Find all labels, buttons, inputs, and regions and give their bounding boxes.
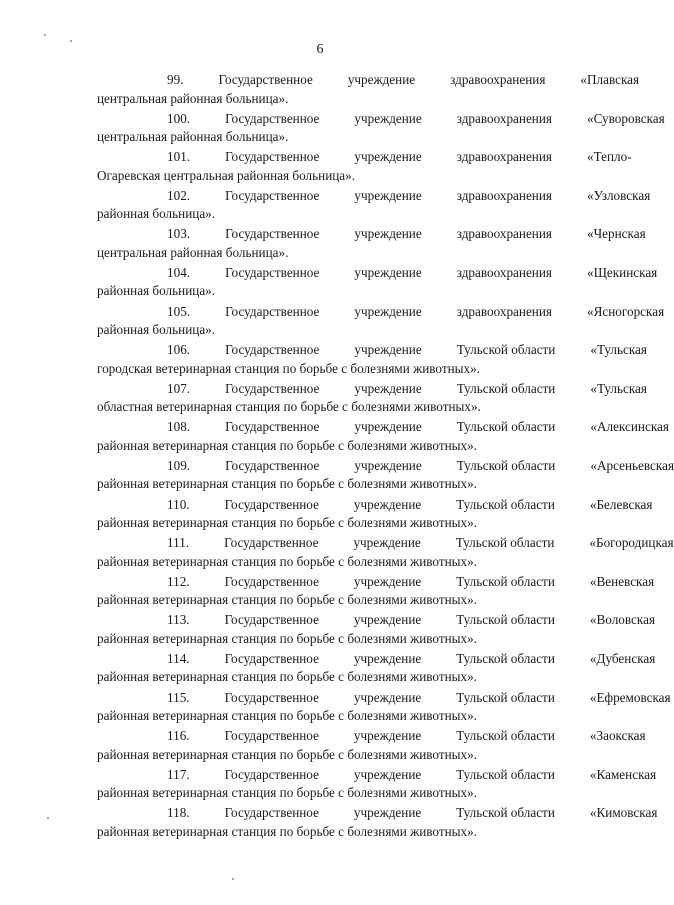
item-number: 101. bbox=[167, 149, 191, 165]
item-word: «Тульская bbox=[590, 380, 647, 396]
item-first-line bbox=[97, 611, 656, 630]
item-second-line: районная ветеринарная станция по борьбе с болезнями животных». bbox=[97, 669, 477, 685]
item-number: 118. bbox=[167, 805, 190, 821]
item-word: «Арсеньевская bbox=[590, 457, 674, 473]
item-word: Государственное bbox=[225, 380, 320, 396]
item-word: Государственное bbox=[224, 650, 319, 666]
list-item bbox=[97, 804, 658, 843]
item-number: 105. bbox=[167, 303, 191, 319]
item-word: Государственное bbox=[224, 612, 319, 628]
item-word: «Суворовская bbox=[587, 110, 665, 126]
item-word: учреждение bbox=[354, 226, 422, 242]
item-word: Государственное bbox=[225, 110, 320, 126]
item-first-line bbox=[97, 457, 674, 476]
item-second-line: районная ветеринарная станция по борьбе с болезнями животных». bbox=[97, 476, 477, 492]
list-item bbox=[97, 341, 647, 380]
item-first-line bbox=[97, 573, 655, 592]
item-word: учреждение bbox=[354, 149, 422, 165]
list-item bbox=[97, 418, 669, 457]
item-word: учреждение bbox=[353, 496, 422, 512]
item-word: здравоохранения bbox=[456, 149, 552, 165]
item-word: Государственное bbox=[225, 419, 320, 435]
item-word: Государственное bbox=[224, 805, 319, 821]
item-word: Тульской области bbox=[456, 689, 555, 705]
item-word: «Богородицкая bbox=[589, 535, 674, 551]
item-second-line: районная ветеринарная станция по борьбе с болезнями животных». bbox=[97, 592, 477, 608]
item-number: 111. bbox=[167, 535, 190, 551]
item-first-line bbox=[97, 380, 647, 399]
item-first-line bbox=[97, 418, 669, 437]
item-first-line bbox=[97, 766, 657, 785]
item-word: «Кимовская bbox=[589, 805, 658, 821]
list-item bbox=[97, 225, 646, 264]
item-word: Государственное bbox=[224, 728, 319, 744]
item-word: учреждение bbox=[354, 303, 422, 319]
item-first-line bbox=[97, 727, 646, 746]
list-item bbox=[97, 71, 640, 110]
item-word: Тульской области bbox=[456, 612, 555, 628]
item-word: учреждение bbox=[354, 342, 422, 358]
item-word: Тульской области bbox=[456, 457, 556, 473]
list-item bbox=[97, 573, 655, 612]
item-second-line: центральная районная больница». bbox=[97, 244, 289, 260]
item-number: 109. bbox=[167, 457, 191, 473]
list-item bbox=[97, 766, 657, 805]
item-word: Государственное bbox=[224, 766, 319, 782]
item-word: учреждение bbox=[353, 573, 422, 589]
item-number: 104. bbox=[167, 264, 191, 280]
item-number: 110. bbox=[167, 496, 190, 512]
list-item bbox=[97, 689, 671, 728]
item-second-line: центральная районная больница». bbox=[97, 129, 289, 145]
item-word: Тульской области bbox=[456, 650, 555, 666]
item-first-line bbox=[97, 534, 674, 553]
item-first-line bbox=[97, 303, 665, 322]
item-second-line: районная ветеринарная станция по борьбе с болезнями животных». bbox=[97, 746, 477, 762]
item-word: Государственное bbox=[225, 342, 320, 358]
item-word: «Плавская bbox=[580, 72, 640, 87]
item-word: «Веневская bbox=[589, 573, 655, 589]
item-word: «Белевская bbox=[589, 496, 653, 512]
item-word: учреждение bbox=[353, 805, 422, 821]
item-second-line: Огаревская центральная районная больница». bbox=[97, 167, 356, 183]
list-item bbox=[97, 380, 647, 419]
item-word: здравоохранения bbox=[456, 187, 552, 203]
list-item bbox=[97, 187, 651, 226]
item-word: Тульской области bbox=[456, 766, 555, 782]
item-word: здравоохранения bbox=[456, 303, 552, 319]
item-word: учреждение bbox=[354, 457, 422, 473]
item-word: Государственное bbox=[225, 187, 320, 203]
item-number: 112. bbox=[167, 573, 190, 589]
item-second-line: районная ветеринарная станция по борьбе с болезнями животных». bbox=[97, 823, 477, 839]
item-word: Государственное bbox=[225, 264, 320, 280]
item-word: Государственное bbox=[224, 573, 319, 589]
item-first-line bbox=[97, 71, 640, 90]
item-word: здравоохранения bbox=[456, 110, 552, 126]
item-number: 107. bbox=[167, 380, 191, 396]
item-word: «Тепло- bbox=[587, 149, 632, 165]
item-word: Государственное bbox=[225, 149, 320, 165]
item-word: здравоохранения bbox=[456, 264, 552, 280]
item-first-line bbox=[97, 148, 632, 167]
item-second-line: районная больница». bbox=[97, 322, 216, 338]
item-word: учреждение bbox=[353, 612, 422, 628]
scan-speck bbox=[70, 40, 72, 42]
item-word: Тульской области bbox=[456, 342, 556, 358]
item-word: Тульской области bbox=[456, 573, 555, 589]
item-first-line bbox=[97, 689, 671, 708]
page-number: 6 bbox=[316, 42, 324, 57]
item-word: «Ясногорская bbox=[587, 303, 665, 319]
item-number: 102. bbox=[167, 187, 191, 203]
item-number: 103. bbox=[167, 226, 191, 242]
item-number: 99. bbox=[167, 72, 184, 87]
item-word: Государственное bbox=[225, 226, 320, 242]
item-first-line bbox=[97, 110, 665, 129]
item-number: 113. bbox=[167, 612, 190, 628]
item-word: Тульской области bbox=[456, 496, 555, 512]
item-number: 115. bbox=[167, 689, 190, 705]
item-word: Тульской области bbox=[456, 728, 555, 744]
item-word: учреждение bbox=[354, 264, 422, 280]
item-number: 114. bbox=[167, 650, 190, 666]
item-word: Государственное bbox=[225, 457, 320, 473]
item-word: Государственное bbox=[224, 689, 319, 705]
item-word: «Дубенская bbox=[589, 650, 656, 666]
item-word: Государственное bbox=[218, 72, 313, 87]
item-first-line bbox=[97, 650, 656, 669]
item-word: «Алексинская bbox=[590, 419, 669, 435]
list-item bbox=[97, 264, 658, 303]
item-word: Тульской области bbox=[455, 535, 555, 551]
scan-speck bbox=[44, 34, 46, 36]
item-second-line: городская ветеринарная станция по борьбе с болезнями животных». bbox=[97, 360, 481, 376]
item-second-line: районная больница». bbox=[97, 206, 216, 222]
item-word: учреждение bbox=[353, 535, 421, 551]
item-first-line bbox=[97, 804, 658, 823]
scan-speck bbox=[232, 878, 234, 880]
item-number: 106. bbox=[167, 342, 191, 358]
item-number: 100. bbox=[167, 110, 191, 126]
item-word: «Ефремовская bbox=[589, 689, 671, 705]
list-item bbox=[97, 110, 665, 149]
item-word: Тульской области bbox=[456, 380, 556, 396]
item-first-line bbox=[97, 341, 647, 360]
item-word: учреждение bbox=[354, 419, 422, 435]
item-word: учреждение bbox=[353, 650, 422, 666]
item-second-line: областная ветеринарная станция по борьбе с болезнями животных». bbox=[97, 399, 481, 415]
item-first-line bbox=[97, 187, 651, 206]
item-first-line bbox=[97, 225, 646, 244]
item-word: «Щекинская bbox=[587, 264, 658, 280]
item-word: учреждение bbox=[354, 110, 422, 126]
list-item bbox=[97, 303, 665, 342]
item-word: учреждение bbox=[347, 72, 416, 87]
item-list bbox=[97, 71, 674, 843]
list-item bbox=[97, 611, 656, 650]
scan-speck bbox=[47, 817, 49, 819]
list-item bbox=[97, 148, 632, 187]
item-word: Тульской области bbox=[456, 419, 556, 435]
item-word: учреждение bbox=[353, 728, 422, 744]
list-item bbox=[97, 496, 653, 535]
item-second-line: районная ветеринарная станция по борьбе с болезнями животных». bbox=[97, 515, 477, 531]
item-word: Тульской области bbox=[456, 805, 555, 821]
list-item bbox=[97, 650, 656, 689]
item-word: «Узловская bbox=[587, 187, 651, 203]
item-number: 108. bbox=[167, 419, 191, 435]
item-word: «Тульская bbox=[590, 342, 647, 358]
item-first-line bbox=[97, 264, 658, 283]
item-word: здравоохранения bbox=[456, 226, 552, 242]
item-second-line: центральная районная больница». bbox=[97, 90, 289, 106]
item-word: учреждение bbox=[354, 380, 422, 396]
item-word: «Воловская bbox=[589, 612, 656, 628]
item-word: Государственное bbox=[224, 535, 319, 551]
item-word: «Заокская bbox=[589, 728, 646, 744]
list-item bbox=[97, 534, 674, 573]
item-second-line: районная ветеринарная станция по борьбе с болезнями животных». bbox=[97, 708, 477, 723]
list-item bbox=[97, 457, 674, 496]
list-item bbox=[97, 727, 646, 766]
item-word: учреждение bbox=[354, 187, 422, 203]
item-word: Государственное bbox=[224, 496, 319, 512]
item-second-line: районная ветеринарная станция по борьбе с болезнями животных». bbox=[97, 785, 477, 801]
item-second-line: районная ветеринарная станция по борьбе с болезнями животных». bbox=[97, 553, 477, 569]
item-word: здравоохранения bbox=[450, 72, 546, 87]
item-word: учреждение bbox=[353, 766, 422, 782]
item-second-line: районная ветеринарная станция по борьбе с болезнями животных». bbox=[97, 630, 477, 646]
item-word: «Каменская bbox=[589, 766, 657, 782]
item-second-line: районная ветеринарная станция по борьбе с болезнями животных». bbox=[97, 437, 477, 453]
item-word: учреждение bbox=[353, 689, 422, 705]
item-number: 117. bbox=[167, 766, 190, 782]
item-first-line bbox=[97, 496, 653, 515]
item-second-line: районная больница». bbox=[97, 283, 216, 299]
item-word: «Чернская bbox=[587, 226, 646, 242]
item-word: Государственное bbox=[225, 303, 320, 319]
item-number: 116. bbox=[167, 728, 190, 744]
